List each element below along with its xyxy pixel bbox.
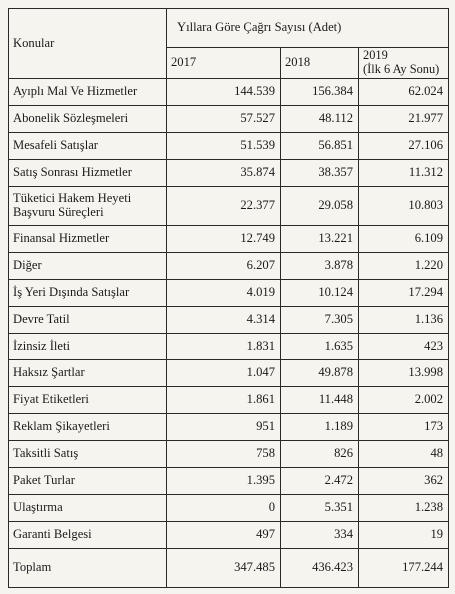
value-2018-cell: 3.878 xyxy=(281,252,359,279)
value-2017-cell: 4.314 xyxy=(167,306,281,333)
value-2019-cell: 27.106 xyxy=(359,132,449,159)
value-2017-cell: 1.831 xyxy=(167,333,281,360)
value-2017-cell: 4.019 xyxy=(167,279,281,306)
value-2019-cell: 6.109 xyxy=(359,225,449,252)
header-row-group xyxy=(9,9,449,48)
value-2019-cell: 19 xyxy=(359,522,449,549)
table-row xyxy=(9,225,449,252)
value-2019-cell: 21.977 xyxy=(359,105,449,132)
value-2018-cell: 7.305 xyxy=(281,306,359,333)
value-2019-cell: 423 xyxy=(359,333,449,360)
row-topic-cell: Reklam Şikayetleri xyxy=(9,414,167,441)
value-2017-cell: 6.207 xyxy=(167,252,281,279)
value-2019-cell: 1.238 xyxy=(359,495,449,522)
table-row xyxy=(9,186,449,225)
value-2018-cell: 5.351 xyxy=(281,495,359,522)
table-row xyxy=(9,252,449,279)
value-2019-cell: 13.998 xyxy=(359,360,449,387)
value-2017-cell: 57.527 xyxy=(167,105,281,132)
table-row xyxy=(9,79,449,106)
value-2017-cell: 758 xyxy=(167,441,281,468)
table-row xyxy=(9,495,449,522)
value-2018-cell: 436.423 xyxy=(281,549,359,588)
row-topic-cell: Ayıplı Mal Ve Hizmetler xyxy=(9,79,167,106)
row-topic-cell: Abonelik Sözleşmeleri xyxy=(9,105,167,132)
table-row xyxy=(9,468,449,495)
table-row xyxy=(9,105,449,132)
value-2018-cell: 29.058 xyxy=(281,186,359,225)
table-row xyxy=(9,279,449,306)
table-row xyxy=(9,441,449,468)
year-header-2019: 2019 (İlk 6 Ay Sonu) xyxy=(359,48,449,79)
row-topic-cell: Paket Turlar xyxy=(9,468,167,495)
row-topic-cell: Fiyat Etiketleri xyxy=(9,387,167,414)
table-body xyxy=(9,9,449,588)
topic-header: Konular xyxy=(9,9,167,79)
row-topic-cell: İş Yeri Dışında Satışlar xyxy=(9,279,167,306)
value-2017-cell: 1.395 xyxy=(167,468,281,495)
year-header-2018: 2018 xyxy=(281,48,359,79)
value-2017-cell: 35.874 xyxy=(167,159,281,186)
row-topic-cell: Taksitli Satış xyxy=(9,441,167,468)
value-2019-cell: 173 xyxy=(359,414,449,441)
value-2019-cell: 1.220 xyxy=(359,252,449,279)
row-topic-cell: Devre Tatil xyxy=(9,306,167,333)
table-row xyxy=(9,132,449,159)
value-2018-cell: 48.112 xyxy=(281,105,359,132)
value-2017-cell: 0 xyxy=(167,495,281,522)
value-2018-cell: 56.851 xyxy=(281,132,359,159)
total-row xyxy=(9,549,449,588)
value-2018-cell: 13.221 xyxy=(281,225,359,252)
value-2019-cell: 362 xyxy=(359,468,449,495)
table-row xyxy=(9,522,449,549)
value-2018-cell: 38.357 xyxy=(281,159,359,186)
value-2017-cell: 1.861 xyxy=(167,387,281,414)
row-topic-cell: Ulaştırma xyxy=(9,495,167,522)
value-2019-cell: 177.244 xyxy=(359,549,449,588)
value-2018-cell: 826 xyxy=(281,441,359,468)
year-group-header: Yıllara Göre Çağrı Sayısı (Adet) xyxy=(167,9,449,48)
value-2017-cell: 51.539 xyxy=(167,132,281,159)
value-2017-cell: 951 xyxy=(167,414,281,441)
call-count-table xyxy=(8,8,449,588)
value-2018-cell: 11.448 xyxy=(281,387,359,414)
table-row xyxy=(9,414,449,441)
value-2018-cell: 1.189 xyxy=(281,414,359,441)
table-row xyxy=(9,306,449,333)
row-topic-cell: Finansal Hizmetler xyxy=(9,225,167,252)
row-topic-cell: İzinsiz İleti xyxy=(9,333,167,360)
row-topic-cell: Diğer xyxy=(9,252,167,279)
value-2019-cell: 62.024 xyxy=(359,79,449,106)
value-2019-cell: 1.136 xyxy=(359,306,449,333)
table-row xyxy=(9,159,449,186)
value-2017-cell: 497 xyxy=(167,522,281,549)
row-topic-cell: Garanti Belgesi xyxy=(9,522,167,549)
table-row xyxy=(9,387,449,414)
value-2018-cell: 334 xyxy=(281,522,359,549)
value-2018-cell: 156.384 xyxy=(281,79,359,106)
row-topic-cell: Toplam xyxy=(9,549,167,588)
value-2017-cell: 12.749 xyxy=(167,225,281,252)
value-2017-cell: 144.539 xyxy=(167,79,281,106)
row-topic-cell: Tüketici Hakem Heyeti Başvuru Süreçleri xyxy=(9,186,167,225)
table-row xyxy=(9,360,449,387)
row-topic-cell: Satış Sonrası Hizmetler xyxy=(9,159,167,186)
year-header-2017: 2017 xyxy=(167,48,281,79)
value-2017-cell: 22.377 xyxy=(167,186,281,225)
value-2018-cell: 49.878 xyxy=(281,360,359,387)
value-2017-cell: 347.485 xyxy=(167,549,281,588)
value-2019-cell: 17.294 xyxy=(359,279,449,306)
row-topic-cell: Haksız Şartlar xyxy=(9,360,167,387)
value-2018-cell: 10.124 xyxy=(281,279,359,306)
value-2019-cell: 10.803 xyxy=(359,186,449,225)
value-2018-cell: 1.635 xyxy=(281,333,359,360)
row-topic-cell: Mesafeli Satışlar xyxy=(9,132,167,159)
value-2017-cell: 1.047 xyxy=(167,360,281,387)
value-2019-cell: 2.002 xyxy=(359,387,449,414)
value-2019-cell: 11.312 xyxy=(359,159,449,186)
value-2018-cell: 2.472 xyxy=(281,468,359,495)
table-row xyxy=(9,333,449,360)
value-2019-cell: 48 xyxy=(359,441,449,468)
